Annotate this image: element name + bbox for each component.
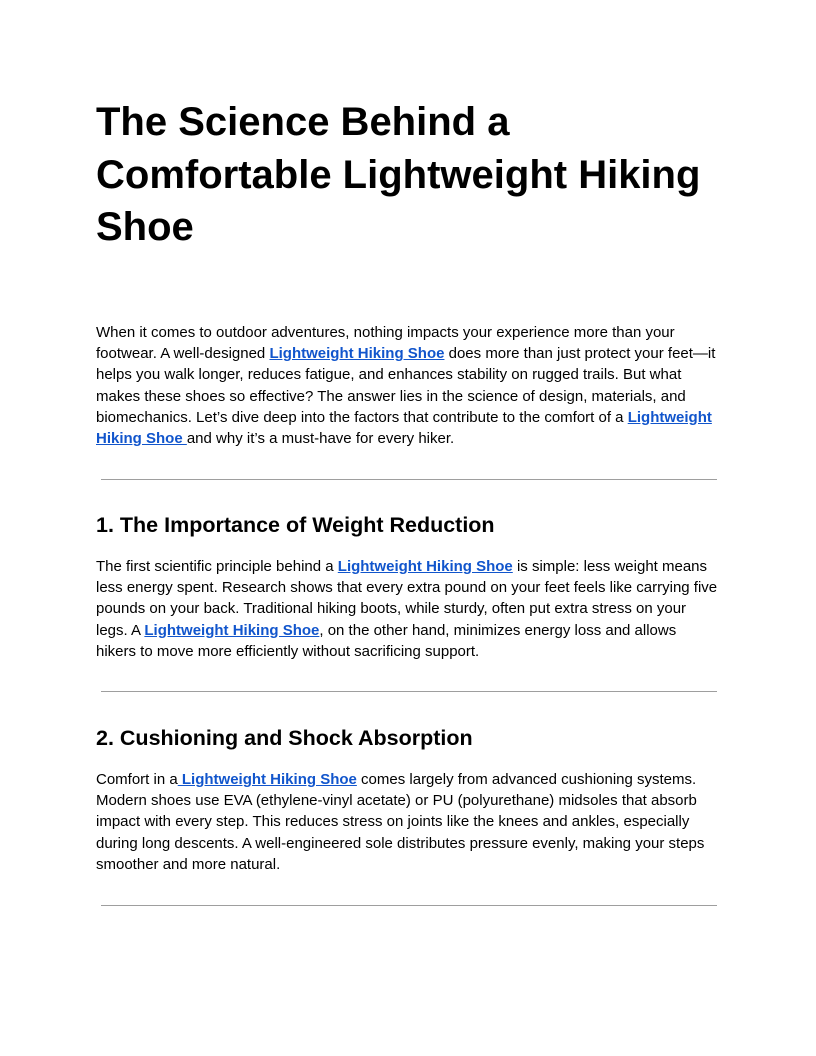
intro-link-lightweight-hiking-shoe-1[interactable]: Lightweight Hiking Shoe	[269, 345, 445, 363]
section-2-heading: 2. Cushioning and Shock Absorption	[96, 726, 473, 750]
horizontal-divider-3	[101, 905, 717, 906]
horizontal-divider-1	[101, 479, 717, 480]
horizontal-divider-2	[101, 691, 717, 692]
intro-text-2: does more than just protect your feet—it helps you walk longer, reduces fatigue, and enhances stability on rugged trails. But what makes these shoes so effective? The answer lies in the science of design, materials, and biomechanics. Let’s dive deep into the factors that contribute to the comfort of a	[96, 345, 716, 426]
section-2-paragraph	[96, 769, 720, 875]
section-1-text-2: is simple: less weight means less energy spent. Research shows that every extra pound on your feet feels like carrying five pounds on your back. Traditional hiking boots, while sturdy, often put extra stress on your legs. A	[96, 558, 718, 639]
section-1-paragraph	[96, 556, 720, 662]
section-2-text-2: comes largely from advanced cushioning systems. Modern shoes use EVA (ethylene-vinyl acetate) or PU (polyurethane) midsoles that absorb impact with every step. This reduces stress on joints like the knees and ankles, especially during long descents. A well-engineered sole distributes pressure evenly, making your steps smoother and more natural.	[96, 771, 705, 873]
section-1-text-3: , on the other hand, minimizes energy loss and allows hikers to move more efficiently without sacrificing support.	[96, 621, 677, 660]
section-1-text-1: The first scientific principle behind a	[96, 558, 338, 575]
intro-text-1: When it comes to outdoor adventures, nothing impacts your experience more than your footwear. A well-designed	[96, 324, 675, 363]
document-title: The Science Behind a Comfortable Lightweight Hiking Shoe	[96, 100, 701, 249]
intro-link-lightweight-hiking-shoe-2[interactable]: Lightweight Hiking Shoe	[96, 408, 712, 448]
intro-paragraph	[96, 322, 720, 449]
section-1-link-lightweight-hiking-shoe-1[interactable]: Lightweight Hiking Shoe	[337, 558, 513, 575]
section-1-link-lightweight-hiking-shoe-2[interactable]: Lightweight Hiking Shoe	[144, 621, 320, 639]
intro-text-3: and why it’s a must-have for every hiker.	[186, 430, 455, 448]
section-1-heading: 1. The Importance of Weight Reduction	[96, 513, 495, 537]
section-2-text-1: Comfort in a	[96, 771, 178, 788]
section-2-link-lightweight-hiking-shoe[interactable]: Lightweight Hiking Shoe	[177, 771, 357, 788]
